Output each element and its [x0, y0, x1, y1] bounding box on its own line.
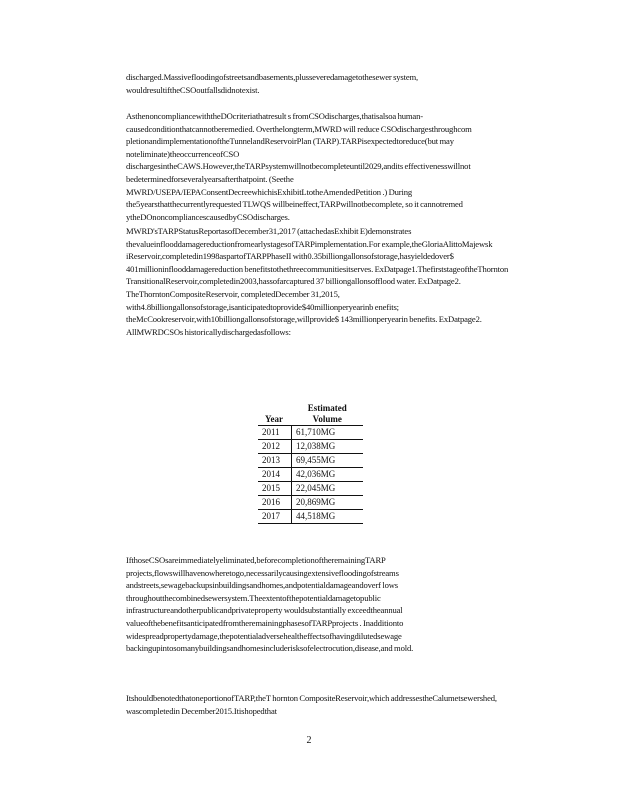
paragraph-do-noncompliance: AsthenoncompliancewiththeDOcriteriathatresult s fromCSOdischarges,thatisalsoa human-causedconditionthatcannotberemedied. Overthelongterm,MWRD will reduce CSOdischargesthroughcom pletionandimplementationoftheTunnelandReservoirPlan (TARP).TARPisexpectedtoreduce(but may noteliminate)theoccurrenceofCSO dischargesintheCAWS.However,theTARPsystemwillnotbecompleteuntil2029,andits effectivenesswillnot bedeterminedforseveralyearsafterthatpoint. (Seethe MWRD/USEPA/IEPAConsentDecreewhichisExhibitLtotheAmendedPetition .) During the5yearsthatthecurrentlyrequested TLWQS willbeineffect,TARPwillnotbecomplete, so it cannotremed ytheDOnoncompliancescausedbyCSOdischarges.: [126, 111, 472, 222]
table-row: [258, 482, 363, 496]
table-header-row: [258, 403, 363, 426]
table-row: [258, 468, 363, 482]
table-row: [258, 454, 363, 468]
table-row: [258, 426, 363, 440]
table-row: [258, 510, 363, 524]
header-estimated-volume: Estimated Volume: [307, 403, 347, 424]
cell-year: 2016: [258, 496, 292, 510]
cell-volume: 20,869MG: [292, 496, 364, 510]
header-year: Year: [265, 414, 283, 424]
cell-year: 2017: [258, 510, 292, 524]
paragraph-thornton-note: ItshouldbenotedthatoneportionofTARP,theT hornton CompositeReservoir,which addressestheCalumetsewershed, wascompletedin December2015.Itishopedthat: [126, 693, 497, 716]
cell-volume: 22,045MG: [292, 482, 364, 496]
cell-year: 2012: [258, 440, 292, 454]
paragraph-tarp-status: MWRD'sTARPStatusReportasofDecember31,2017 (attachedasExhibit E)demonstrates thevalueinflooddamagereductionfromearlystagesofTARPimplementation.For example,theGloriaAlittoMajewsk iReservoir,completedin1998aspartofTARPPhaseII with0.35billiongallonsofstorage,hasyieldedover$ 401millioninflooddamagereduction benefitstothethreecommunitiesitserves. ExDatpage1.ThefirststageoftheThornton TransitionalReservoir,completedin2003,hassofarcaptured 37 billiongallonsofflood water. ExDatpage2. TheThorntonCompositeReservoir, completedDecember 31,2015, with4.8billiongallonsofstorage,isanticipatedtoprovide$40millionperyearinb enefits; theMcCookreservoir,with10billiongallonsofstorage,willprovide$ 143millionperyearin benefits. ExDatpage2. AllMWRDCSOs historicallydischargedasfollows:: [126, 226, 509, 337]
page-number: 2: [306, 735, 312, 746]
cell-year: 2011: [258, 426, 292, 440]
table-row: [258, 496, 363, 510]
cell-volume: 42,036MG: [292, 468, 364, 482]
cell-volume: 44,518MG: [292, 510, 364, 524]
table-row: [258, 440, 363, 454]
cell-volume: 69,455MG: [292, 454, 364, 468]
cso-discharge-table: [258, 403, 363, 524]
cell-volume: 12,038MG: [292, 440, 364, 454]
paragraph-flooding-consequence: discharged.Massivefloodingofstreetsandbasements,plusseveredamagetothesewer system, wouldresultiftheCSOoutfallsdidnotexist.: [126, 72, 419, 95]
cell-year: 2013: [258, 454, 292, 468]
cell-year: 2014: [258, 468, 292, 482]
paragraph-elimination-consequence: IfthoseCSOsareimmediatelyeliminated,beforecompletionoftheremainingTARP projects,flowswillhavenowheretogo,necessarilycausingextensivefloodingofstreams andstreets,sewagebackupsinbuildingsandhomes,andpotentialdamageandoverf lows throughoutthecombinedsewersystem.Theextentofthepotentialdamagetopublic infrastructureandotherpublicandprivateproperty wouldsubstantially exceedtheannual valueofthebenefitsanticipatedfromtheremainingphasesofTARPprojects . Inadditionto widespreadpropertydamage,thepotentialadversehealtheffectsofhavingdilutedsewage backingupintosomanybuildingsandhomesincluderisksofelectrocution,disease,and mold.: [126, 555, 414, 654]
cell-volume: 61,710MG: [292, 426, 364, 440]
cell-year: 2015: [258, 482, 292, 496]
